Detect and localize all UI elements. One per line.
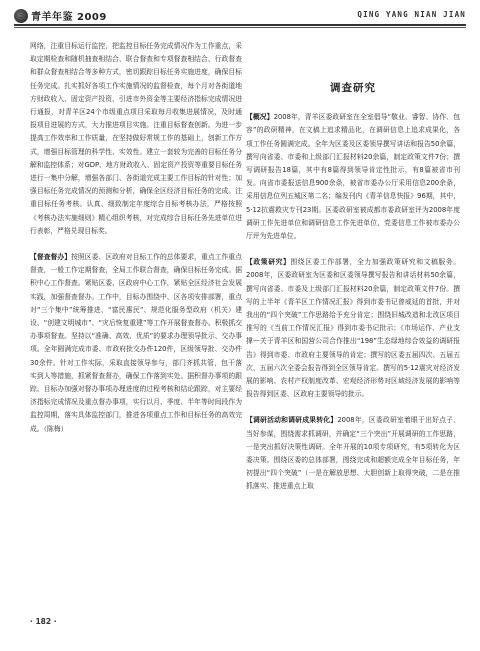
page-number: · 182 ·: [30, 617, 57, 626]
header-rule: [14, 24, 466, 26]
section-label-policy: 【政策研究】: [246, 258, 291, 267]
page-header: [14, 6, 466, 28]
paragraph-gap: [246, 401, 460, 414]
paragraph-gap: [30, 238, 242, 251]
header-left: [14, 8, 107, 23]
left-column: [30, 40, 242, 436]
left-paragraph-1: 网络，注重目标运行监控，把监控目标任务完成情况作为工作重点，采取定期检查和随机抽查相结合、联合督查和专项督查相结合、行政督查和群众督查相结合等多种方式，密切跟踪目标任务实施进度，确保目标任务完成。扎实抓好各项工作实施情况的监督检查，每个月对各街道地方财政收入、固定资产投资、引进市外资金等主要经济指标完成情况进行通报，对青羊区24个市级重点项目采取每月收集进展情况，及时通报项目进展的方式，大力推进项目实施。注重目标督查创新。为进一步提高工作效率和工作质量，在坚持做好常规工作的基础上，创新工作方式，增强目标管理的科学性、实效性。建立一套较为完善的目标任务分解和监控体系；对GDP、地方财政收入、固定资产投资等重要目标任务进行一集中分解，增强各部门、各街道完成主要工作目标的针对性；加强目标任务完成情况的预测和分析，确保全区经济目标任务的完成。注重目标任务考核。认真、细致制定年度综合目标考核办法，严格按照《考核办法实施细则》精心组织考核，对完成综合目标任务先进单位进行表彰，严格兑现目标奖。: [30, 42, 242, 235]
right-paragraph-2: [246, 256, 460, 401]
running-head: QING YANG NIAN JIAN: [357, 10, 466, 19]
section-label-research: 【调研活动和调研成果转化】: [246, 416, 338, 425]
overview-text: 2008年，青羊区委政研室在全室倡导“敬业、睿智、协作、包容”的政研精神，在文稿上追求精品化，在调研信息上追求成果化，各项工作任务圆满完成。全年为区委及区委领导撰写讲话和报告50余篇，撰写向省委、市委和上级部门汇报材料20余篇，制定政策文件7份；撰写调研报告18篇，其中有8篇得到领导肯定性批示，有8篇被省市刊发。向省市委报送信息900余条，被省市委办公厅采用信息200余条，采用信息位列五城区第二名；编发刊内《青羊信息快报》96期，其中，5·12抗震救灾专刊23期。区委政研室被成都市委政研室评为2008年度调研工作先进单位和调研信息工作先进单位，党委信息工作被市委办公厅评为先进单位。: [246, 113, 461, 241]
yearbook-logo-icon: [14, 9, 28, 23]
left-paragraph-2: [30, 251, 242, 436]
right-paragraph-3: [246, 414, 460, 493]
section-title: 调查研究: [330, 82, 376, 94]
header-title: 青羊年鉴 2009: [31, 12, 107, 23]
policy-text: 围绕区委工作部署，全力加强政策研究和文稿服务。2008年，区委政研室为区委和区委领导撰写报告和讲话材料50余篇，撰写向省委、市委及上级部门汇报材料20余篇，制定政策文件7份。撰写的上半年《青羊区工作情况汇报》得到市委书记曾威延的首批，并对我出的“四个突破”工作思路给予充分肯定；围绕旧城改造和北改区项目推写的《当前工作情况汇报》得到市委书记批示；《市场运作、产业支撑—关于青羊区和国营公司合作推出“198”生态绿地综合效益的调研报告》得到市委、市政府主要领导的肯定；撰写的区委五届四次、五届五次、五届六次全委会报告得到全区领导肯定。撰写的5·12震灾对经济发展的影响、农村产权制度改革、宏观经济形势对区域经济发展的影响等报告得到区委、区政府主要领导的批示。: [246, 258, 461, 399]
supervision-text: 按照区委、区政府对目标工作的总体要求，重点工作重点督查，一般工作定期督查，全局工作联合督查，确保目标任务完成。据积中心工作督查。紧贴区委、区政府中心工作，紧贴全区经济社会发展实践，加强督查督办。工作中，目标办围绕中、区各项安排部署，重点对“三个集中”统筹推进、“富民惠民”、规范化服务型政府（机关）建设、“创建文明城市”、“灾后恢复重建”等工作开展督查督办。积极抓交办事项督查。坚持以“准确、高效、优质”的要求办理领导批示、交办事项。全年圆满完成市委、市政府批交办件120件，区级领导批、交办件30余件。针对工作实际，采取直接领导参与，部门齐抓共管，包干落实到人等措施，抓紧督查督办，确保工作落到实处。据积督办事项的跟踪。目标办加强对督办事项办理进度的过程考核和结论跟踪，对主要经济指标完成情况及重点督办事项，实行以月、季度、半年等时间段作为监控周期，落实具体监控部门，推进各项重点工作和目标任务的高效完成。（陈梅）: [30, 253, 243, 433]
section-label-overview: 【概况】: [246, 113, 274, 122]
right-paragraph-1: [246, 111, 460, 243]
section-label-supervision: 【督查督办】: [30, 253, 72, 262]
right-column: [246, 40, 460, 494]
paragraph-gap: [246, 243, 460, 256]
research-text: 2008年，区委政研室着眼于出好点子、当好参谋，围绕需求抓调研，并确定“三个突出”开展调研的工作思路，一是突出抓好决策性调研。全年开展的10项专项研究，有5项转化为区委决策。围绕区委的总体部署，围绕完成和超额完成全年目标任务，年初提出“四个突破”（一是在解放思想、大胆创新上取得突破，二是在推抓落实、推进重点上取: [246, 416, 460, 491]
header-rule-thin: [14, 27, 466, 28]
